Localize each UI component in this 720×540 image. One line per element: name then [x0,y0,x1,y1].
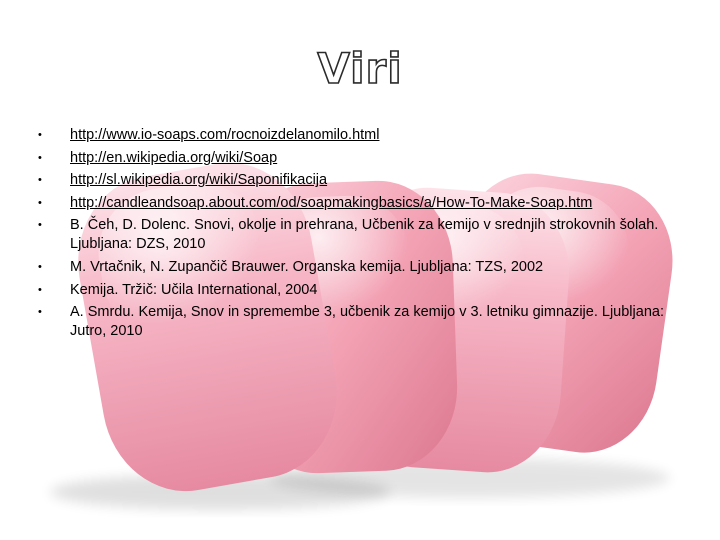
bullet-icon: • [38,196,42,209]
bullet-icon: • [38,151,42,164]
bullet-icon: • [38,219,42,232]
reference-text: M. Vrtačnik, N. Zupančič Brauwer. Organska kemija. Ljubljana: TZS, 2002 [70,258,544,275]
reference-text: http://candleandsoap.about.com/od/soapmakingbasics/a/How-To-Make-Soap.htm [70,194,593,211]
reference-text: B. Čeh, D. Dolenc. Snovi, okolje in prehrana, Učbenik za kemijo v srednjih strokovnih šolah. Ljubljana: DZS, 2010 [70,217,659,253]
reference-item-link[interactable] [38,149,678,168]
reference-text: http://www.io-soaps.com/rocnoizdelanomilo.html [70,127,380,143]
reference-item [38,216,678,254]
bullet-icon: • [38,174,42,187]
reference-text: Kemija. Tržič: Učila International, 2004 [70,281,318,298]
reference-item [38,303,678,341]
reference-text: A. Smrdu. Kemija, Snov in spremembe 3, učbenik za kemijo v 3. letniku gimnazije. Ljubljana: Jutro, 2010 [70,304,664,340]
bullet-icon: • [38,306,42,319]
bullet-icon: • [38,283,42,296]
bullet-icon: • [38,129,42,141]
reference-text: http://sl.wikipedia.org/wiki/Saponifikacija [70,172,328,189]
reference-text: http://en.wikipedia.org/wiki/Soap [70,149,278,166]
reference-list [38,126,678,345]
reference-item-link[interactable] [38,126,678,145]
reference-item-link[interactable] [38,171,678,190]
reference-item [38,281,678,300]
bullet-icon: • [38,260,42,273]
reference-item-link[interactable] [38,194,678,213]
slide-title: Viri [317,44,403,93]
reference-item [38,258,678,277]
